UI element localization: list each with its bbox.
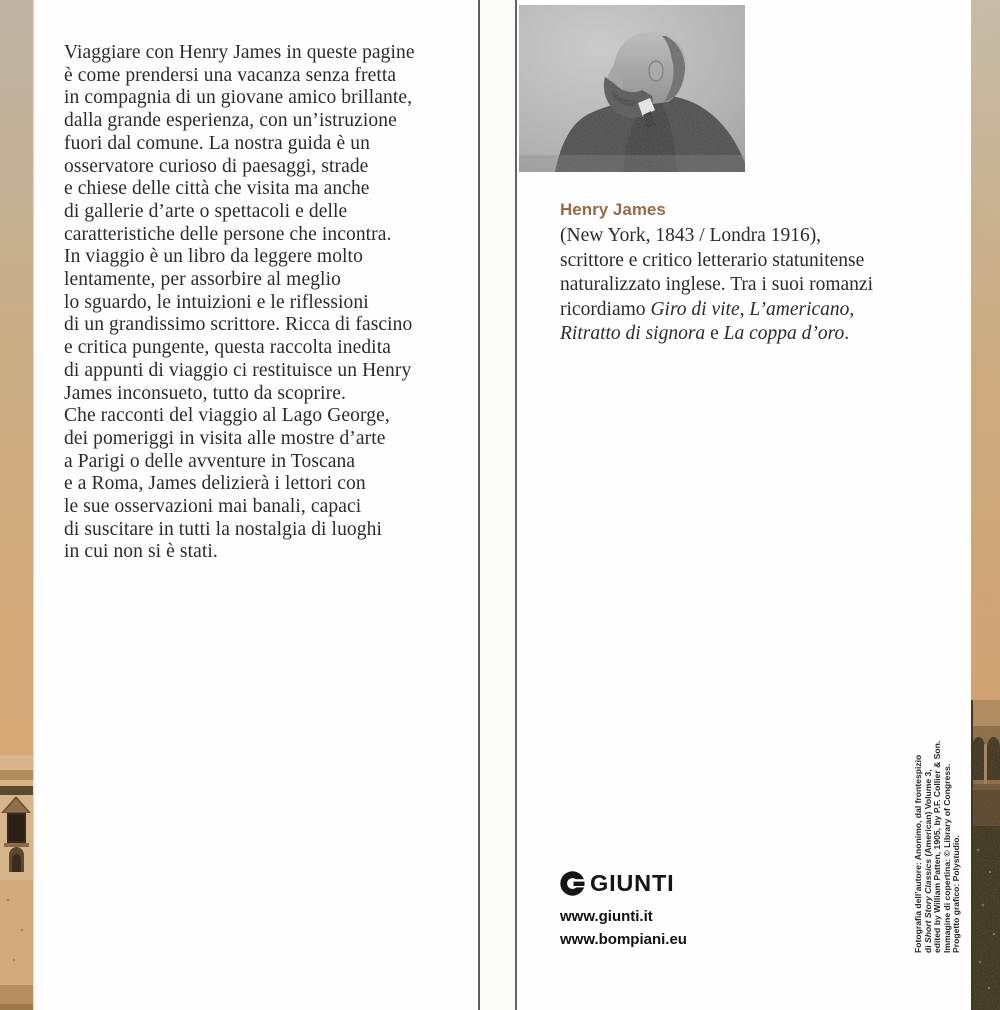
fold-line-left bbox=[478, 0, 480, 1010]
synopsis-line: e chiese delle città che visita ma anche bbox=[64, 178, 370, 200]
text-segment: , bbox=[739, 298, 750, 320]
synopsis-line: lentamente, per assorbire al meglio bbox=[64, 269, 341, 291]
left-flap-edge-shadow bbox=[33, 0, 35, 1010]
text-segment-italic: Short Story Classics bbox=[922, 858, 933, 943]
giunti-wordmark: GIUNTI bbox=[590, 870, 675, 896]
synopsis-text bbox=[64, 42, 478, 564]
synopsis-line: e critica pungente, questa raccolta inedita bbox=[64, 337, 391, 359]
giunti-url: www.giunti.it bbox=[560, 908, 653, 925]
text-segment: di bbox=[922, 942, 933, 953]
bio-line bbox=[560, 224, 960, 249]
synopsis-line: e a Roma, James delizierà i lettori con bbox=[64, 473, 366, 495]
bio-line bbox=[560, 273, 960, 298]
cover-edge-left bbox=[0, 0, 33, 1010]
author-portrait-photo bbox=[519, 5, 745, 172]
text-segment: (American) Volume 3, bbox=[922, 769, 933, 859]
portrait-image bbox=[519, 5, 745, 172]
bompiani-url: www.bompiani.eu bbox=[560, 930, 687, 948]
cover-edge-right bbox=[971, 0, 1000, 1010]
text-segment-italic: L’americano bbox=[749, 298, 850, 320]
synopsis-line: a Parigi o delle avventure in Toscana bbox=[64, 450, 356, 472]
credits-vertical-text bbox=[914, 713, 962, 953]
fold-gutter bbox=[479, 0, 517, 1010]
text-segment: (New York, 1843 / Londra 1916), bbox=[560, 225, 822, 246]
text-segment: ricordiamo bbox=[560, 298, 651, 320]
text-segment-italic: La coppa d’oro bbox=[723, 323, 845, 345]
credits-line bbox=[952, 713, 962, 953]
text-segment: e bbox=[705, 323, 724, 345]
synopsis-line: di gallerie d’arte o spettacoli e delle bbox=[64, 200, 348, 222]
synopsis-line: Che racconti del viaggio al Lago George, bbox=[64, 405, 390, 427]
text-segment: Progetto grafico: Polystudio. bbox=[951, 835, 961, 953]
text-segment: Fotografia dell’autore: Anonimo, dal frontespizio bbox=[913, 754, 923, 953]
text-segment: Immagine di copertina: © Library of Congress. bbox=[941, 763, 952, 953]
bio-line bbox=[560, 249, 960, 274]
text-segment: edited by William Patten, 1905, by P.F. Collier & Son. bbox=[932, 740, 942, 953]
synopsis-line: In viaggio è un libro da leggere molto bbox=[64, 246, 363, 268]
synopsis-line: James inconsueto, tutto da scoprire. bbox=[64, 382, 346, 404]
synopsis-line: dalla grande esperienza, con un’istruzione bbox=[64, 110, 397, 132]
synopsis-line: caratteristiche delle persone che incontra. bbox=[64, 223, 392, 245]
synopsis-line: lo sguardo, le intuizioni e le riflessioni bbox=[64, 291, 369, 313]
synopsis-line: osservatore curioso di paesaggi, strade bbox=[64, 155, 369, 177]
synopsis-line: dei pomeriggi in visita alle mostre d’arte bbox=[64, 427, 386, 449]
text-segment-italic: Ritratto di signora bbox=[560, 323, 706, 345]
text-segment: naturalizzato inglese. Tra i suoi romanzi bbox=[560, 274, 874, 296]
synopsis-line: di appunti di viaggio ci restituisce un Henry bbox=[64, 359, 412, 381]
bio-line bbox=[560, 322, 960, 347]
text-segment: scrittore e critico letterario statunitense bbox=[560, 249, 865, 271]
synopsis-line: di un grandissimo scrittore. Ricca di fascino bbox=[64, 314, 413, 336]
text-segment-italic: Giro di vite bbox=[650, 298, 740, 320]
synopsis-line: le sue osservazioni mai banali, capaci bbox=[64, 496, 362, 518]
synopsis-line: fuori dal comune. La nostra guida è un bbox=[64, 132, 370, 154]
text-segment: , bbox=[849, 298, 855, 320]
author-name-heading: Henry James bbox=[560, 200, 666, 219]
fold-line-right bbox=[515, 0, 517, 1010]
cover-edge-right-image bbox=[971, 0, 1000, 1010]
giunti-logo bbox=[560, 870, 674, 897]
author-bio bbox=[560, 224, 960, 347]
cover-edge-left-image bbox=[0, 0, 33, 1010]
text-segment: . bbox=[844, 323, 850, 345]
synopsis-line: in cui non si è stati. bbox=[64, 541, 218, 563]
synopsis-line: Viaggiare con Henry James in queste pagine bbox=[64, 42, 415, 63]
giunti-g-icon bbox=[560, 871, 585, 896]
bio-line bbox=[560, 298, 960, 323]
synopsis-line: in compagnia di un giovane amico brillante, bbox=[64, 87, 413, 109]
publisher-urls bbox=[560, 906, 687, 951]
synopsis-line: di suscitare in tutti la nostalgia di luoghi bbox=[64, 518, 382, 540]
synopsis-line: è come prendersi una vacanza senza fretta bbox=[64, 64, 397, 86]
